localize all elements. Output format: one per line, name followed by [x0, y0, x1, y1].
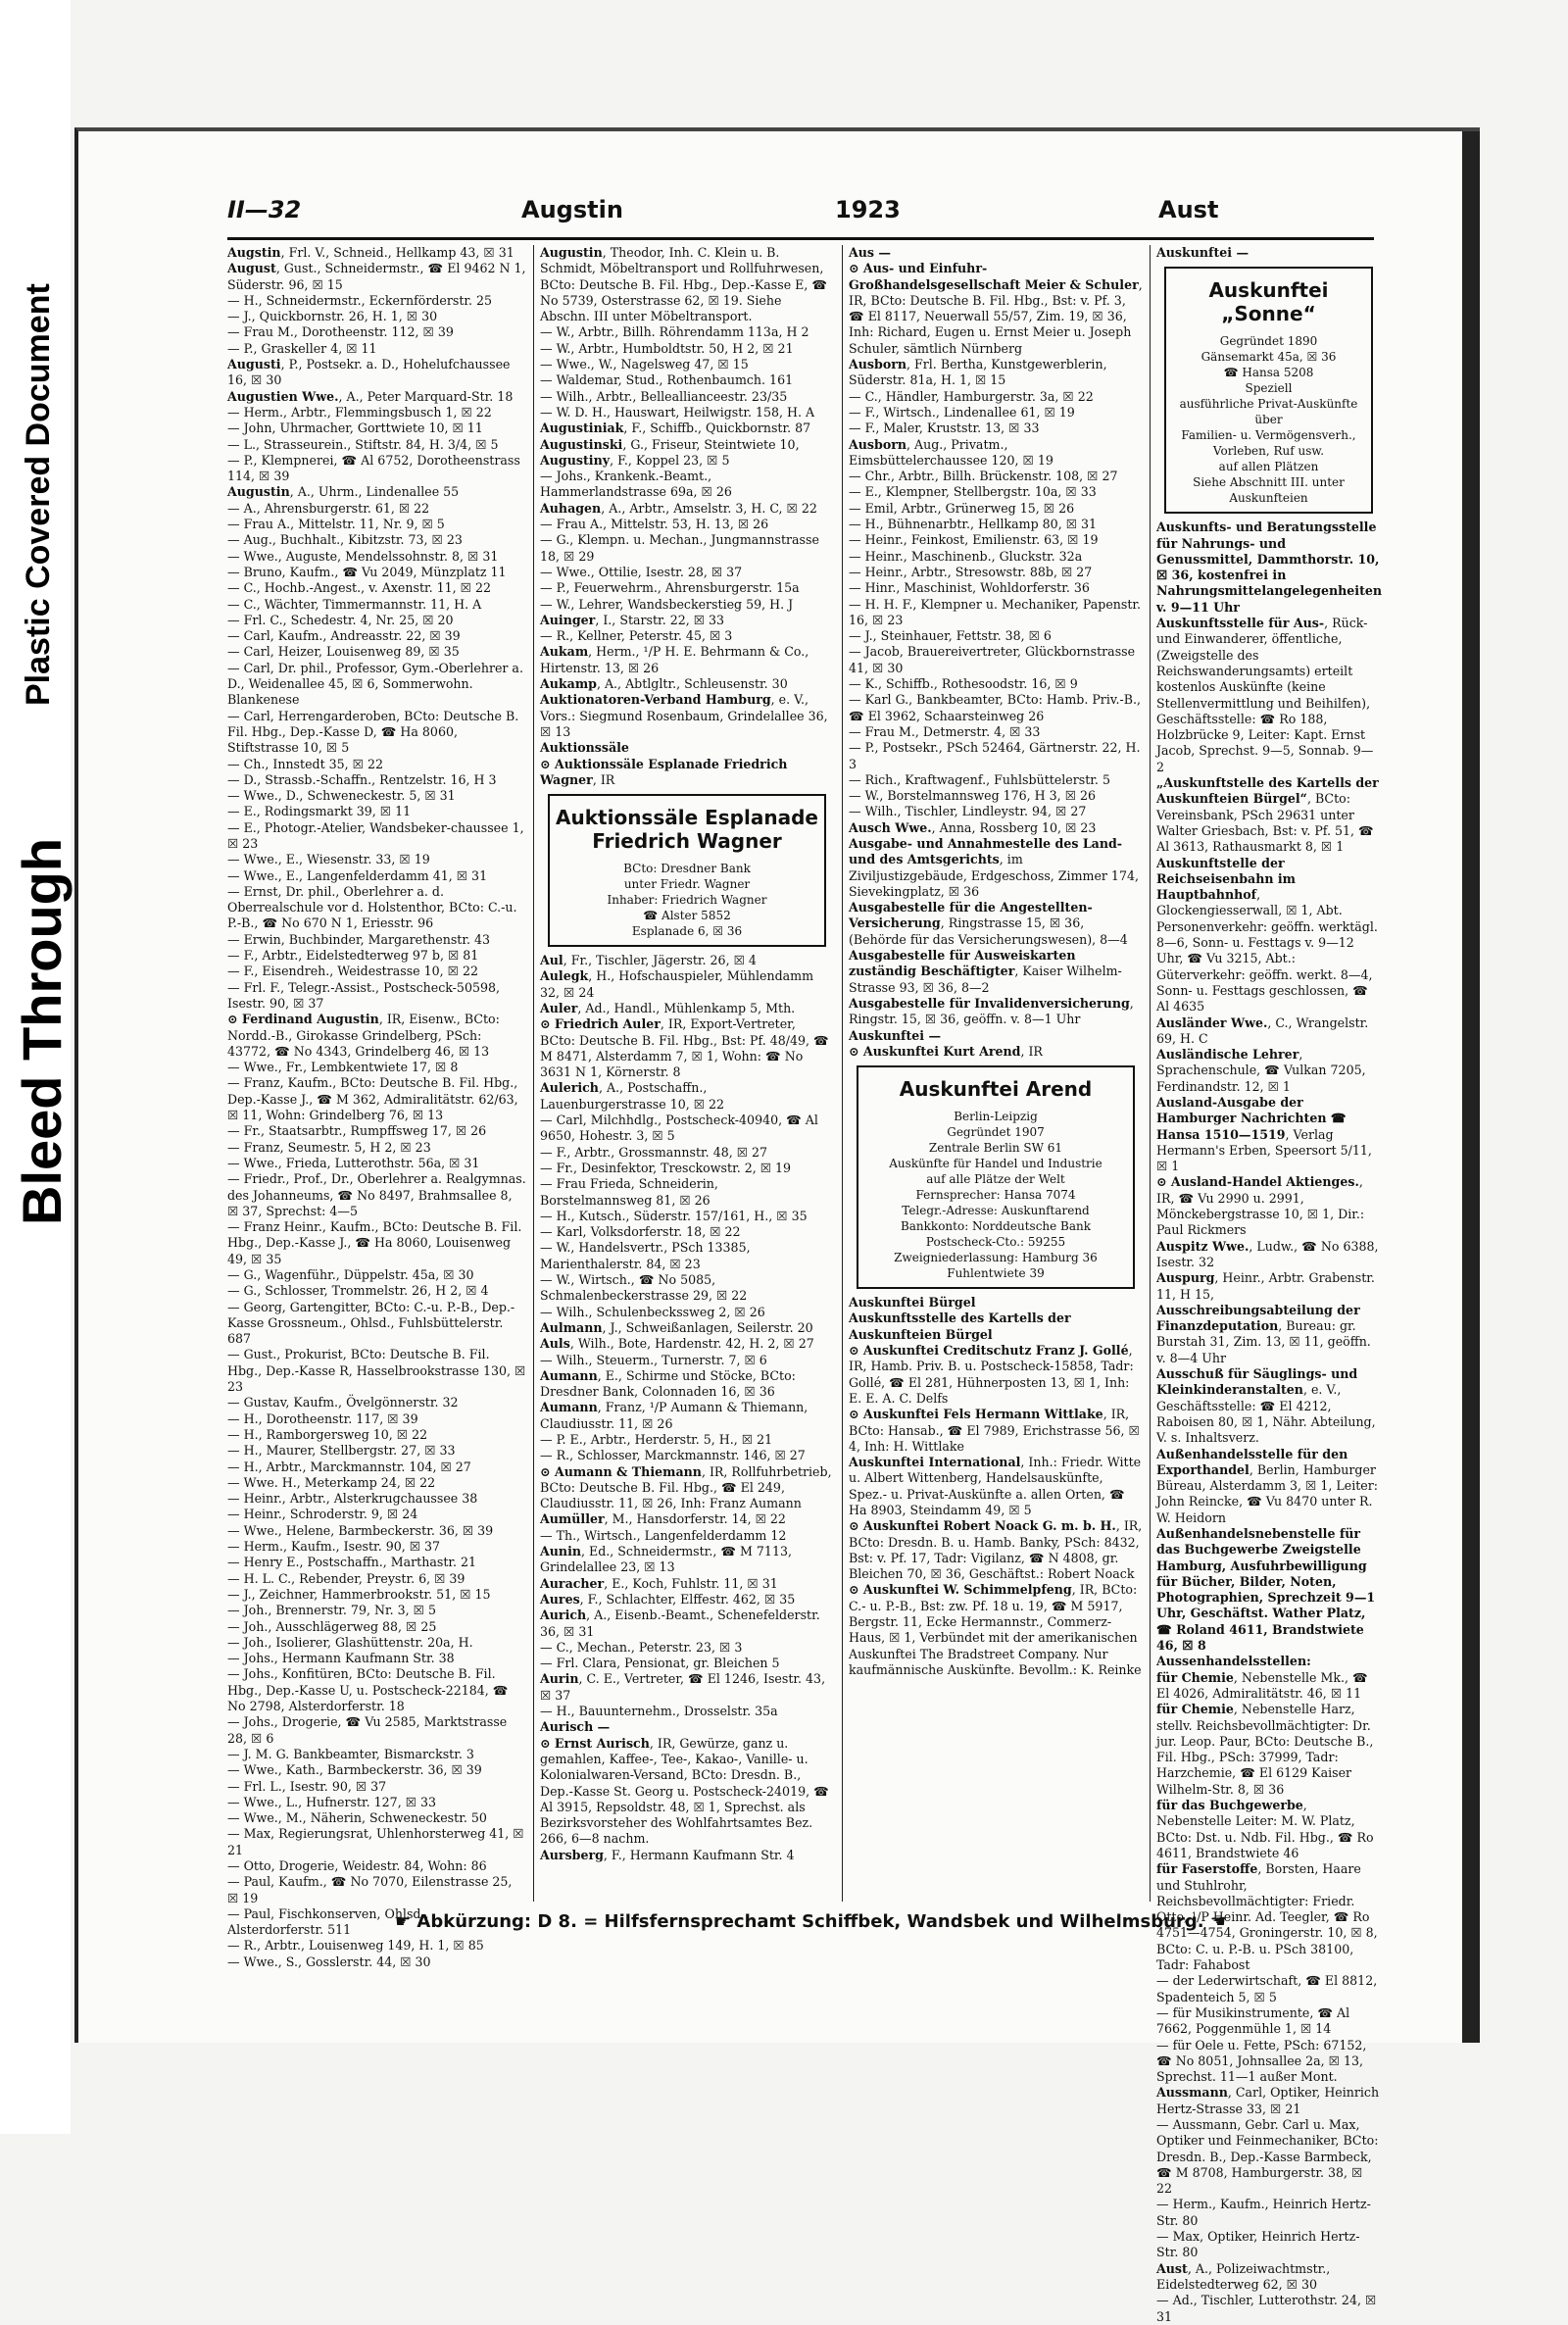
directory-entry: — G., Schlosser, Trommelstr. 26, H 2, ☒ 4	[227, 1283, 489, 1299]
advert-line: Telegr.-Adresse: Auskunftarend	[902, 1204, 1090, 1218]
directory-entry: — G., Wagenführ., Düppelstr. 45a, ☒ 30	[227, 1267, 474, 1282]
directory-entry: — C., Mechan., Peterstr. 23, ☒ 3	[540, 1639, 743, 1655]
directory-entry: — Wwe., S., Gosslerstr. 44, ☒ 30	[227, 1954, 431, 1969]
directory-entry: — Herm., Arbtr., Flemmingsbusch 1, ☒ 22	[227, 404, 492, 420]
directory-entry: — Franz Heinr., Kaufm., BCto: Deutsche B. Fil. Hbg., Dep.-Kasse J., ☎ Ha 8060, Louisenweg 49, ☒ 35	[227, 1219, 522, 1266]
directory-entry: — F., Maler, Kruststr. 13, ☒ 33	[849, 420, 1040, 436]
directory-entry: — R., Kellner, Peterstr. 45, ☒ 3	[540, 628, 733, 644]
directory-entry: — Heinr., Feinkost, Emilienstr. 63, ☒ 19	[849, 532, 1099, 548]
directory-entry: — Carl, Herrengarderoben, BCto: Deutsche B. Fil. Hbg., Dep.-Kasse D, ☎ Ha 8060, Stiftstrasse 10, ☒ 5	[227, 708, 519, 756]
advert-line: Gegründet 1907	[947, 1125, 1045, 1140]
directory-entry: — Erwin, Buchbinder, Margarethenstr. 43	[227, 931, 491, 947]
directory-entry: Aumüller, M., Hansdorferstr. 14, ☒ 22	[540, 1511, 786, 1527]
directory-entry: Auskunfts- und Beratungsstelle für Nahrungs- und Genussmittel, Dammthorstr. 10, ☒ 36, kostenfrei in Nahrungsmittelangelegenheiten v. 9—11 Uhr	[1156, 519, 1383, 615]
advert-title: Auskunftei Arend	[899, 1077, 1093, 1102]
directory-entry: — Paul, Kaufm., ☎ No 7070, Eilenstrasse 25, ☒ 19	[227, 1874, 513, 1905]
advert-line: Fuhlentwiete 39	[947, 1266, 1045, 1281]
advert-line: Auskunfteien	[1229, 491, 1308, 506]
directory-entry: Ausch Wwe., Anna, Rossberg 10, ☒ 23	[849, 819, 1097, 835]
directory-entry: Auskunftei Bürgel	[849, 1295, 976, 1311]
directory-entry: für das Buchgewerbe, Nebenstelle Leiter: M. W. Platz, BCto: Dst. u. Ndb. Fil. Hbg., ☎ Ro 4611, Brandstwiete 46	[1156, 1798, 1374, 1860]
directory-entry: — W., Lehrer, Wandsbeckerstieg 59, H. J	[540, 596, 794, 612]
directory-entry: Augustin, Theodor, Inh. C. Klein u. B. Schmidt, Möbeltransport und Rollfuhrwesen, BCto: Deutsche B. Fil. Hbg., Dep.-Kasse E, ☎ No 5739, Osterstrasse 62, ☒ 19. Siehe Abschn. III unter Möbeltransport.	[540, 245, 828, 324]
directory-entry: ⊙ Auktionssäle Esplanade Friedrich Wagner, IR	[540, 756, 788, 787]
directory-entry: Außenhandelsstelle für den Exporthandel, Berlin, Hamburger Büreau, Alsterdamm 3, ☒ 1, Leiter: John Reincke, ☎ Vu 8470 unter R. W. Heidorn	[1156, 1446, 1378, 1525]
directory-entry: Auktionssäle	[540, 740, 629, 756]
directory-entry: — Wwe., E., Langenfelderdamm 41, ☒ 31	[227, 867, 488, 883]
directory-entry: Ausborn, Frl. Bertha, Kunstgewerblerin, Süderstr. 81a, H. 1, ☒ 15	[849, 357, 1107, 388]
directory-entry: — Aug., Buchhalt., Kibitzstr. 73, ☒ 23	[227, 532, 463, 548]
bleed-through-label: Bleed Through	[11, 837, 73, 1225]
directory-entry: Auskunftsstelle des Kartells der Auskunfteien Bürgel	[849, 1311, 1071, 1342]
directory-entry: Augustiny, F., Koppel 23, ☒ 5	[540, 452, 730, 468]
directory-entry: — H., Ramborgersweg 10, ☒ 22	[227, 1426, 428, 1442]
directory-entry: — W., Wirtsch., ☎ No 5085, Schmalenbeckerstrasse 29, ☒ 22	[540, 1272, 748, 1304]
directory-entry: Ausschreibungsabteilung der Finanzdeputation, Bureau: gr. Burstah 31, Zim. 13, ☒ 11, geöffn. v. 8—4 Uhr	[1156, 1302, 1371, 1365]
advert-line: Speziell	[1245, 381, 1293, 396]
directory-entry: Auskunftei —	[849, 1027, 942, 1043]
directory-entry: ⊙ Aumann & Thiemann, IR, Rollfuhrbetrieb, BCto: Deutsche B. Fil. Hbg., ☎ El 249, Claudiusstr. 11, ☒ 26, Inh: Franz Aumann	[540, 1463, 832, 1511]
directory-entry: — Karl G., Bankbeamter, BCto: Hamb. Priv.-B., ☎ El 3962, Schaarsteinweg 26	[849, 692, 1141, 723]
directory-entry: — Joh., Brennerstr. 79, Nr. 3, ☒ 5	[227, 1603, 436, 1618]
directory-entry: Aursberg, F., Hermann Kaufmann Str. 4	[540, 1847, 795, 1862]
directory-entry: — W. D. H., Hauswart, Heilwigstr. 158, H. A	[540, 404, 815, 420]
directory-entry: — Wwe., W., Nagelsweg 47, ☒ 15	[540, 357, 749, 372]
directory-entry: ⊙ Friedrich Auler, IR, Export-Vertreter, BCto: Deutsche B. Fil. Hbg., Bst: Pf. 48/49, ☎ M 8471, Alsterdamm 7, ☒ 1, Wohn: ☎ No 3631 N 1, Körnerstr. 8	[540, 1016, 829, 1080]
directory-entry: Ausländer Wwe., C., Wrangelstr. 69, H. C	[1156, 1014, 1369, 1046]
directory-entry: Auinger, I., Starstr. 22, ☒ 33	[540, 612, 725, 627]
directory-entry: Auhagen, A., Arbtr., Amselstr. 3, H. C, ☒ 22	[540, 500, 817, 516]
directory-entry: — Frl. Clara, Pensionat, gr. Bleichen 5	[540, 1656, 780, 1671]
directory-entry: Aust, A., Polizeiwachtmstr., Eidelstedterweg 62, ☒ 30	[1156, 2260, 1331, 2292]
advert-line: Siehe Abschnitt III. unter	[1193, 475, 1345, 490]
directory-entry: Augustiniak, F., Schiffb., Quickbornstr. 87	[540, 420, 811, 436]
directory-entry: Auskunftsstelle für Aus-, Rück- und Einwanderer, öffentliche, (Zweigstelle des Reichswanderungsamts) erteilt kostenlos Auskünfte (keine Stellenvermittlung und Beihilfen), Geschäftsstelle: ☎ Ro 188, Holzbrücke 9, Leiter: Kapt. Ernst Jacob, Sprechst. 9—5, Sonnab. 9—2	[1156, 616, 1374, 774]
directory-entry: — P. E., Arbtr., Herderstr. 5, H., ☒ 21	[540, 1432, 773, 1447]
directory-entry: — Henry E., Postschaffn., Marthastr. 21	[227, 1555, 477, 1570]
directory-entry: für Faserstoffe, Borsten, Haare und Stuhlrohr, Reichsbevollmächtigter: Friedr. Otto, ¹/P Heinr. Ad. Teegler, ☎ Ro 4751—4754, Groningerstr. 10, ☒ 8, BCto: C. u. P.-B. u. PSch 38100, Tadr: Fahabost	[1156, 1861, 1378, 1973]
directory-entry: — Herm., Kaufm., Heinrich Hertz-Str. 80	[1156, 2197, 1371, 2228]
directory-entry: ⊙ Auskunftei W. Schimmelpfeng, IR, BCto: C.- u. P.-B., Bst: zw. Pf. 18 u. 19, ☎ M 5917, Bergstr. 11, Ecke Hermannstr., Commerz-Haus, ☒ 1, Verbündet mit der amerikanischen Auskunftei The Bradstreet Company. Nur kaufmännische Auskünfte. Bevollm.: K. Reinke	[849, 1582, 1142, 1677]
directory-entry: — Frl. F., Telegr.-Assist., Postscheck-50598, Isestr. 90, ☒ 37	[227, 979, 501, 1011]
directory-entry: — J. M. G. Bankbeamter, Bismarckstr. 3	[227, 1746, 474, 1761]
directory-entry: — Franz, Seumestr. 5, H 2, ☒ 23	[227, 1139, 431, 1155]
directory-entry: — Joh., Isolierer, Glashüttenstr. 20a, H.	[227, 1634, 473, 1650]
advert-line: Zweigniederlassung: Hamburg 36	[894, 1251, 1098, 1265]
directory-entry: — Chr., Arbtr., Billh. Brückenstr. 108, ☒ 27	[849, 469, 1118, 484]
advert-box-arend	[857, 1065, 1135, 1289]
directory-entry: Aukam, Herm., ¹/P H. E. Behrmann & Co., Hirtenstr. 13, ☒ 26	[540, 644, 809, 675]
directory-entry: Auktionatoren-Verband Hamburg, e. V., Vors.: Siegmund Rosenbaum, Grindelallee 36, ☒ 13	[540, 692, 828, 739]
directory-entry: Auspurg, Heinr., Arbtr. Grabenstr. 11, H 15,	[1156, 1270, 1375, 1302]
directory-entry: — Heinr., Schroderstr. 9, ☒ 24	[227, 1507, 418, 1522]
page-edge-shadow	[1462, 131, 1480, 2043]
directory-entry: — Th., Wirtsch., Langenfelderdamm 12	[540, 1527, 787, 1543]
directory-entry: — Wwe., M., Näherin, Schweneckestr. 50	[227, 1810, 487, 1826]
directory-entry: — W., Borstelmannsweg 176, H 3, ☒ 26	[849, 788, 1097, 804]
directory-entry: — G., Klempn. u. Mechan., Jungmannstrasse 18, ☒ 29	[540, 532, 819, 564]
directory-entry: — R., Arbtr., Louisenweg 149, H. 1, ☒ 85	[227, 1938, 484, 1954]
directory-entry: — Wilh., Schulenbeckssweg 2, ☒ 26	[540, 1304, 765, 1319]
directory-entry: — F., Eisendreh., Weidestrasse 10, ☒ 22	[227, 964, 478, 979]
directory-entry: Ausgabestelle für Ausweiskarten zuständig Beschäftigter, Kaiser Wilhelm-Strasse 93, ☒ 36, 8—2	[849, 948, 1122, 995]
directory-entry: ⊙ Ferdinand Augustin, IR, Eisenw., BCto: Nordd.-B., Girokasse Grindelberg, PSch: 43772, ☎ No 4343, Grindelberg 46, ☒ 13	[227, 1012, 500, 1059]
directory-entry: Ausgabe- und Annahmestelle des Land- und des Amtsgerichts, im Ziviljustizgebäude, Erdgeschoss, Zimmer 174, Sievekingplatz, ☒ 36	[849, 835, 1139, 899]
directory-entry: — Ernst, Dr. phil., Oberlehrer a. d. Oberrealschule vor d. Holstenthor, BCto: C.-u. P.-B., ☎ No 670 N 1, Eriesstr. 96	[227, 883, 517, 931]
advert-title: Auktionssäle Esplanade Friedrich Wagner	[556, 806, 818, 854]
advert-line: BCto: Dresdner Bank	[623, 862, 751, 876]
directory-entry: — H., Bauunternehm., Drosselstr. 35a	[540, 1704, 778, 1719]
directory-entry: Aus —	[849, 245, 891, 260]
advert-line: ausführliche Privat-Auskünfte	[1179, 397, 1358, 412]
directory-entry: — Wwe., Ottilie, Isestr. 28, ☒ 37	[540, 564, 743, 579]
advert-title: Auskunftei „Sonne“	[1208, 278, 1329, 326]
advert-line: unter Friedr. Wagner	[623, 877, 751, 892]
directory-entry: — K., Schiffb., Rothesoodstr. 16, ☒ 9	[849, 676, 1078, 692]
advert-line: Berlin-Leipzig	[954, 1110, 1038, 1124]
advert-line: Zentrale Berlin SW 61	[928, 1141, 1063, 1156]
page-number: II—32	[227, 196, 302, 223]
directory-entry: ⊙ Auskunftei Fels Hermann Wittlake, IR, BCto: Hansab., ☎ El 7989, Erichstrasse 56, ☒ 4, Inh: H. Wittlake	[849, 1407, 1140, 1454]
directory-entry: — Ad., Tischler, Lutterothstr. 24, ☒ 31	[1156, 2293, 1377, 2324]
directory-entry: Aumann, Franz, ¹/P Aumann & Thiemann, Claudiusstr. 11, ☒ 26	[540, 1400, 808, 1431]
advert-line: über	[1254, 413, 1283, 427]
directory-entry: Augusti, P., Postsekr. a. D., Hohelufchaussee 16, ☒ 30	[227, 357, 511, 388]
directory-entry: Augustinski, G., Friseur, Steintwiete 10,	[540, 436, 800, 452]
directory-entry: — für Musikinstrumente, ☎ Al 7662, Poggenmühle 1, ☒ 14	[1156, 2004, 1350, 2037]
directory-entry: — F., Arbtr., Grossmannstr. 48, ☒ 27	[540, 1144, 768, 1160]
header-first-name: Augstin	[521, 196, 623, 223]
directory-entry: Aurisch —	[540, 1719, 611, 1735]
directory-entry: — Joh., Ausschlägerweg 88, ☒ 25	[227, 1618, 437, 1634]
page-header	[227, 186, 1374, 240]
advert-line: Gänsemarkt 45a, ☒ 36	[1200, 350, 1337, 365]
directory-entry: — E., Rodingsmarkt 39, ☒ 11	[227, 804, 412, 819]
directory-entry: — Heinr., Arbtr., Stresowstr. 88b, ☒ 27	[849, 564, 1093, 579]
directory-entry: Auspitz Wwe., Ludw., ☎ No 6388, Isestr. 32	[1156, 1238, 1379, 1269]
directory-entry: Auskunftei —	[1156, 245, 1250, 260]
directory-entry: — Franz, Kaufm., BCto: Deutsche B. Fil. Hbg., Dep.-Kasse J., ☎ M 362, Admiralitätstr. 62/63, ☒ 11, Wohn: Grindelberg 76, ☒ 13	[227, 1075, 518, 1123]
directory-entry: — L., Strasseurein., Stiftstr. 84, H. 3/4, ☒ 5	[227, 436, 499, 452]
directory-entry: — H. H. F., Klempner u. Mechaniker, Papenstr. 16, ☒ 23	[849, 596, 1142, 627]
directory-entry: — Wwe., D., Schweneckestr. 5, ☒ 31	[227, 788, 456, 804]
directory-entry: — F., Wirtsch., Lindenallee 61, ☒ 19	[849, 404, 1075, 420]
advert-box-sonne	[1164, 267, 1373, 514]
directory-entry: — Wwe., E., Wiesenstr. 33, ☒ 19	[227, 852, 430, 867]
directory-entry: — Frl. C., Schedestr. 4, Nr. 25, ☒ 20	[227, 612, 454, 627]
directory-entry: Aures, F., Schlachter, Elffestr. 462, ☒ 35	[540, 1591, 796, 1607]
directory-entry: — Frau M., Dorotheenstr. 112, ☒ 39	[227, 324, 454, 340]
directory-entry: — Bruno, Kaufm., ☎ Vu 2049, Münzplatz 11	[227, 564, 507, 579]
directory-entry: — Karl, Volksdorferstr. 18, ☒ 22	[540, 1224, 741, 1240]
directory-entry: — John, Uhrmacher, Gorttwiete 10, ☒ 11	[227, 420, 483, 436]
directory-entry: Aul, Fr., Tischler, Jägerstr. 26, ☒ 4	[540, 953, 757, 968]
directory-entry: ⊙ Aus- und Einfuhr-Großhandelsgesellschaft Meier & Schuler, IR, BCto: Deutsche B. Fil. Hbg., Bst: v. Pf. 3, ☎ El 8117, Neuerwall 55/57, Zim. 19, ☒ 36, Inh: Richard, Eugen u. Ernst Meier u. Joseph Schuler, sämtlich Nürnberg	[849, 261, 1143, 356]
directory-entry: Ausländische Lehrer, Sprachenschule, ☎ Vulkan 7205, Ferdinandstr. 12, ☒ 1	[1156, 1047, 1366, 1094]
directory-page	[149, 186, 1443, 2324]
directory-entry: Aurich, A., Eisenb.-Beamt., Schenefelderstr. 36, ☒ 31	[540, 1608, 820, 1639]
directory-entry: — C., Wächter, Timmermannstr. 11, H. A	[227, 596, 482, 612]
column-2	[533, 245, 834, 1902]
directory-entry: ⊙ Ernst Aurisch, IR, Gewürze, ganz u. gemahlen, Kaffee-, Tee-, Kakao-, Vanille- u. Kolonialwaren-Versand, BCto: Dresdn. B., Dep.-Kasse St. Georg u. Postscheck-24019, ☎ Al 3915, Repsoldstr. 48, ☒ 1, Sprechst. als Bezirksvorsteher des Wohlfahrtsamtes Bez. 266, 6—8 nachm.	[540, 1735, 829, 1847]
directory-entry: — Frau A., Mittelstr. 11, Nr. 9, ☒ 5	[227, 517, 445, 532]
directory-entry: — Frau A., Mittelstr. 53, H. 13, ☒ 26	[540, 517, 769, 532]
directory-entry: — H., Kutsch., Süderstr. 157/161, H., ☒ 35	[540, 1208, 808, 1223]
advert-line: Postscheck-Cto.: 59255	[925, 1235, 1066, 1250]
directory-entry: Aukamp, A., Abtlgltr., Schleusenstr. 30	[540, 676, 788, 692]
directory-entry: — Johs., Drogerie, ☎ Vu 2585, Marktstrasse 28, ☒ 6	[227, 1714, 508, 1746]
directory-entry: — Aussmann, Gebr. Carl u. Max, Optiker und Feinmechaniker, BCto: Dresdn. B., Dep.-Kasse Barmbeck, ☎ M 8708, Hamburgerstr. 38, ☒ 22	[1156, 2116, 1379, 2197]
advert-line: ☎ Alster 5852	[643, 909, 731, 923]
directory-entry: Ausschuß für Säuglings- und Kleinkinderanstalten, e. V., Geschäftsstelle: ☎ El 4212, Raboisen 80, ☒ 1, Nähr. Abteilung, V. s. Inhaltsverz.	[1156, 1366, 1376, 1446]
directory-entry: — C., Hochb.-Angest., v. Axenstr. 11, ☒ 22	[227, 580, 491, 596]
directory-entry: — Gust., Prokurist, BCto: Deutsche B. Fil. Hbg., Dep.-Kasse R, Hasselbrookstrasse 130, ☒ 23	[227, 1347, 526, 1395]
directory-entry: Ausland-Ausgabe der Hamburger Nachrichten ☎ Hansa 1510—1519, Verlag Hermann's Erben, Speersort 5/11, ☒ 1	[1156, 1094, 1372, 1174]
directory-entry: — für Oele u. Fette, PSch: 67152, ☎ No 8051, Johnsallee 2a, ☒ 13, Sprechst. 11—1 außer Mont.	[1156, 2037, 1367, 2085]
directory-entry: — Wilh., Arbtr., Belleallianceestr. 23/35	[540, 388, 788, 404]
directory-entry: Aulerich, A., Postschaffn., Lauenburgerstrasse 10, ☒ 22	[540, 1080, 725, 1112]
directory-entry: — E., Klempner, Stellbergstr. 10a, ☒ 33	[849, 484, 1097, 500]
directory-entry: Aurin, C. E., Vertreter, ☎ El 1246, Isestr. 43, ☒ 37	[540, 1671, 826, 1703]
directory-entry: Auracher, E., Koch, Fuhlstr. 11, ☒ 31	[540, 1575, 778, 1591]
directory-entry: ⊙ Auskunftei Robert Noack G. m. b. H., IR, BCto: Dresdn. B. u. Hamb. Banky, PSch: 8432, Bst: v. Pf. 17, Tadr: Vigilanz, ☎ N 4808, gr. Bleichen 70, ☒ 36, Geschäftst.: Robert Noack	[849, 1518, 1143, 1582]
advert-line: ☎ Hansa 5208	[1223, 366, 1314, 380]
directory-entry: — Frau Frieda, Schneiderin, Borstelmannsweg 81, ☒ 26	[540, 1176, 718, 1208]
directory-entry: — Max, Optiker, Heinrich Hertz-Str. 80	[1156, 2229, 1360, 2260]
directory-entry: — H., Arbtr., Marckmannstr. 104, ☒ 27	[227, 1459, 471, 1474]
plastic-covered-label: Plastic Covered Document	[20, 283, 57, 706]
column-3	[842, 245, 1143, 1902]
directory-entry: — Ch., Innstedt 35, ☒ 22	[227, 756, 384, 771]
directory-entry: Auls, Wilh., Bote, Hardenstr. 42, H. 2, ☒ 27	[540, 1336, 814, 1352]
directory-entry: — Frl. L., Isestr. 90, ☒ 37	[227, 1778, 387, 1794]
directory-entry: Aulmann, J., Schweißanlagen, Seilerstr. 20	[540, 1319, 813, 1335]
advert-line: Auskünfte für Handel und Industrie	[889, 1157, 1102, 1171]
directory-entry: — D., Strassb.-Schaffn., Rentzelstr. 16, H 3	[227, 771, 497, 787]
directory-entry: für Chemie, Nebenstelle Harz, stellv. Reichsbevollmächtigter: Dr. jur. Leop. Paur, BCto: Deutsche B., Fil. Hbg., PSch: 37999, Tadr: Harzchemie, ☎ El 6129 Kaiser Wilhelm-Str. 8, ☒ 36	[1156, 1702, 1374, 1797]
directory-entry: — Carl, Dr. phil., Professor, Gym.-Oberlehrer a. D., Weidenallee 45, ☒ 6, Sommerwohn. Blankenese	[227, 660, 523, 708]
directory-entry: — Max, Regierungsrat, Uhlenhorsterweg 41, ☒ 21	[227, 1826, 524, 1857]
directory-entry: — J., Steinhauer, Fettstr. 38, ☒ 6	[849, 628, 1052, 644]
directory-entry: Aussenhandelsstellen:	[1156, 1654, 1311, 1669]
directory-entry: — R., Schlosser, Marckmannstr. 146, ☒ 27	[540, 1448, 806, 1463]
advert-line: Bankkonto: Norddeutsche Bank	[900, 1219, 1092, 1234]
directory-entry: — Gustav, Kaufm., Övelgönnerstr. 32	[227, 1395, 459, 1410]
directory-entry: — E., Photogr.-Atelier, Wandsbeker-chaussee 1, ☒ 23	[227, 819, 524, 851]
side-label-panel	[0, 0, 71, 2134]
directory-entry: — Wwe., Fr., Lembkentwiete 17, ☒ 8	[227, 1060, 459, 1075]
directory-entry: — der Lederwirtschaft, ☎ El 8812, Spadenteich 5, ☒ 5	[1156, 1973, 1378, 2004]
directory-entry: Aumann, E., Schirme und Stöcke, BCto: Dresdner Bank, Colonnaden 16, ☒ 36	[540, 1367, 796, 1400]
directory-entry: — Wwe., Auguste, Mendelssohnstr. 8, ☒ 31	[227, 548, 499, 564]
directory-entry: — J., Zeichner, Hammerbrookstr. 51, ☒ 15	[227, 1586, 491, 1602]
directory-entry: — Rich., Kraftwagenf., Fuhlsbüttelerstr. 5	[849, 771, 1110, 787]
directory-entry: — Heinr., Maschinenb., Gluckstr. 32a	[849, 548, 1083, 564]
directory-entry: Aussmann, Carl, Optiker, Heinrich Hertz-Strasse 33, ☒ 21	[1156, 2085, 1380, 2116]
advert-line: Familien- u. Vermögensverh.,	[1181, 428, 1356, 443]
directory-entry: Aunin, Ed., Schneidermstr., ☎ M 7113, Grindelallee 23, ☒ 13	[540, 1544, 792, 1575]
directory-entry: Augustien Wwe., A., Peter Marquard-Str. 18	[227, 388, 514, 404]
directory-entry: — C., Händler, Hamburgerstr. 3a, ☒ 22	[849, 388, 1094, 404]
directory-entry: Ausgabestelle für die Angestellten-Versicherung, Ringstrasse 15, ☒ 36, (Behörde für das Versicherungswesen), 8—4	[849, 900, 1128, 947]
directory-entry: — H., Dorotheenstr. 117, ☒ 39	[227, 1410, 418, 1426]
directory-entry: — Wwe., Kath., Barmbeckerstr. 36, ☒ 39	[227, 1762, 482, 1778]
footer-abbreviation: ☛ Abkürzung: D 8. = Hilfsfernsprechamt Schiffbek, Wandsbek und Wilhelmsburg. ☚	[395, 1911, 1226, 1932]
advert-line: auf alle Plätze der Welt	[926, 1172, 1065, 1187]
advert-line: Inhaber: Friedrich Wagner	[607, 893, 767, 908]
directory-entry: Auler, Ad., Handl., Mühlenkamp 5, Mth.	[540, 1000, 796, 1015]
directory-entry: — Carl, Milchhdlg., Postscheck-40940, ☎ Al 9650, Hohestr. 3, ☒ 5	[540, 1113, 818, 1144]
directory-entry: Augustin, A., Uhrm., Lindenallee 55	[227, 484, 460, 500]
directory-entry: für Chemie, Nebenstelle Mk., ☎ El 4026, Admiralitätstr. 46, ☒ 11	[1156, 1669, 1368, 1701]
directory-entry: „Auskunftstelle des Kartells der Auskunfteien Bürgel“, BCto: Vereinsbank, PSch 29631 unter Walter Griesbach, Bst: v. Pf. 51, ☎ Al 3613, Rathausmarkt 8, ☒ 1	[1156, 775, 1379, 855]
directory-entry: — Fr., Staatsarbtr., Rumpffsweg 17, ☒ 26	[227, 1123, 487, 1139]
directory-entry: — Wwe., Frieda, Lutterothstr. 56a, ☒ 31	[227, 1155, 480, 1170]
directory-entry: — Wwe. H., Meterkamp 24, ☒ 22	[227, 1474, 436, 1490]
column-1	[227, 245, 526, 1969]
directory-entry: — W., Arbtr., Billh. Röhrendamm 113a, H 2	[540, 324, 809, 340]
directory-entry: — Johs., Krankenk.-Beamt., Hammerlandstrasse 69a, ☒ 26	[540, 469, 732, 500]
advert-line: auf allen Plätzen	[1218, 460, 1319, 474]
directory-entry: Auskunftstelle der Reichseisenbahn im Hauptbahnhof, Glockengiesserwall, ☒ 1, Abt. Personenverkehr: geöffn. werktägl. 8—6, Sonn- u. Festtags v. 9—12 Uhr, ☎ Vu 3215, Abt.: Güterverkehr: geöffn. werkt. 8—4, Sonn- u. Festtags geschlossen, ☎ Al 4635	[1156, 855, 1378, 1014]
directory-entry: — Wilh., Steuerm., Turnerstr. 7, ☒ 6	[540, 1352, 767, 1367]
directory-entry: — Waldemar, Stud., Rothenbaumch. 161	[540, 372, 794, 388]
directory-entry: — H., Schneidermstr., Eckernförderstr. 25	[227, 292, 493, 308]
directory-entry: — Heinr., Arbtr., Alsterkrugchaussee 38	[227, 1491, 478, 1507]
directory-entry: — Emil, Arbtr., Grünerweg 15, ☒ 26	[849, 500, 1075, 516]
directory-entry: — Frau M., Detmerstr. 4, ☒ 33	[849, 723, 1041, 739]
directory-entry: Auskunftei International, Inh.: Friedr. Witte u. Albert Wittenberg, Handelsauskünfte, Spez.- u. Privat-Auskünfte a. allen Orten, ☎ Ha 8903, Steindamm 49, ☒ 5	[849, 1455, 1142, 1517]
column-4	[1150, 245, 1383, 2324]
directory-entry: — P., Klempnerei, ☎ Al 6752, Dorotheenstrass 114, ☒ 39	[227, 452, 520, 484]
advert-line: Gegründet 1890	[1219, 334, 1318, 349]
directory-entry: — J., Quickbornstr. 26, H. 1, ☒ 30	[227, 309, 438, 324]
directory-entry: Augstin, Frl. V., Schneid., Hellkamp 43, ☒ 31	[227, 245, 514, 260]
directory-entry: ⊙ Ausland-Handel Aktienges., IR, ☎ Vu 2990 u. 2991, Mönckebergstrasse 10, ☒ 1, Dir.: Paul Rickmers	[1156, 1174, 1365, 1238]
advert-box-wagner	[548, 794, 826, 947]
directory-entry: — W., Arbtr., Humboldtstr. 50, H 2, ☒ 21	[540, 340, 794, 356]
directory-entry: — Otto, Drogerie, Weidestr. 84, Wohn: 86	[227, 1857, 487, 1873]
header-last-name: Aust	[1158, 196, 1219, 223]
directory-entry: ⊙ Auskunftei Creditschutz Franz J. Gollé, IR, Hamb. Priv. B. u. Postscheck-15858, Tadr: Gollé, ☎ El 281, Hühnerposten 13, ☒ 1, Inh: E. E. A. C. Delfs	[849, 1343, 1134, 1406]
advert-line: Vorleben, Ruf usw.	[1212, 444, 1325, 459]
directory-entry: — F., Arbtr., Eidelstedterweg 97 b, ☒ 81	[227, 948, 479, 964]
directory-entry: — P., Feuerwehrm., Ahrensburgerstr. 15a	[540, 580, 800, 596]
directory-entry: — Carl, Kaufm., Andreasstr. 22, ☒ 39	[227, 628, 461, 644]
directory-entry: — Georg, Gartengitter, BCto: C.-u. P.-B., Dep.-Kasse Grossneum., Ohlsd., Fuhlsbüttelerstr. 687	[227, 1299, 515, 1347]
directory-entry: Aulegk, H., Hofschauspieler, Mühlendamm 32, ☒ 24	[540, 968, 814, 1000]
directory-entry: — Johs., Konfitüren, BCto: Deutsche B. Fil. Hbg., Dep.-Kasse U, u. Postscheck-22184, ☎ No 2798, Alsterdorferstr. 18	[227, 1666, 509, 1714]
directory-entry: — Carl, Heizer, Louisenweg 89, ☒ 35	[227, 644, 460, 660]
directory-entry: — H., Bühnenarbtr., Hellkamp 80, ☒ 31	[849, 517, 1098, 532]
directory-entry: ⊙ Auskunftei Kurt Arend, IR	[849, 1043, 1043, 1059]
directory-entry: — Herm., Kaufm., Isestr. 90, ☒ 37	[227, 1539, 441, 1555]
directory-entry: — Johs., Hermann Kaufmann Str. 38	[227, 1651, 455, 1666]
directory-entry: — W., Handelsvertr., PSch 13385, Marienthalerstr. 84, ☒ 23	[540, 1240, 751, 1271]
directory-entry: — Wwe., L., Hufnerstr. 127, ☒ 33	[227, 1794, 437, 1809]
header-year: 1923	[835, 196, 901, 223]
directory-entry: — Fr., Desinfektor, Tresckowstr. 2, ☒ 19	[540, 1160, 792, 1175]
advert-line: Fernsprecher: Hansa 7074	[915, 1188, 1076, 1203]
directory-entry: — Friedr., Prof., Dr., Oberlehrer a. Realgymnas. des Johanneums, ☎ No 8497, Brahmsallee 8, ☒ 37, Sprechst: 4—5	[227, 1171, 526, 1218]
directory-entry: Außenhandelsnebenstelle für das Buchgewerbe Zweigstelle Hamburg, Ausfuhrbewilligung für Bücher, Bilder, Noten, Photographien, Sprechzeit 9—1 Uhr, Geschäftst. Wather Platz, ☎ Roland 4611, Brandstwiete 46, ☒ 8	[1156, 1526, 1376, 1654]
directory-entry: Ausborn, Aug., Privatm., Eimsbüttelerchaussee 120, ☒ 19	[849, 436, 1054, 468]
directory-entry: — Paul, Fischkonserven, Ohlsd., Alsterdorferstr. 511	[227, 1905, 429, 1938]
directory-entry: Ausgabestelle für Invalidenversicherung, Ringstr. 15, ☒ 36, geöffn. v. 8—1 Uhr	[849, 995, 1134, 1027]
directory-entry: — A., Ahrensburgerstr. 61, ☒ 22	[227, 500, 430, 516]
directory-entry: — Wilh., Tischler, Lindleystr. 94, ☒ 27	[849, 804, 1087, 819]
directory-entry: August, Gust., Schneidermstr., ☎ El 9462 N 1, Süderstr. 96, ☒ 15	[227, 261, 526, 292]
directory-entry: — Jacob, Brauereivertreter, Glückbornstrasse 41, ☒ 30	[849, 644, 1136, 675]
directory-entry: — P., Graskeller 4, ☒ 11	[227, 340, 377, 356]
directory-entry: — P., Postsekr., PSch 52464, Gärtnerstr. 22, H. 3	[849, 740, 1141, 771]
directory-entry: — H. L. C., Rebender, Preystr. 6, ☒ 39	[227, 1570, 466, 1586]
directory-entry: — H., Maurer, Stellbergstr. 27, ☒ 33	[227, 1443, 456, 1459]
directory-entry: — Hinr., Maschinist, Wohldorferstr. 36	[849, 580, 1090, 596]
advert-line: Esplanade 6, ☒ 36	[631, 924, 743, 939]
directory-entry: — Wwe., Helene, Barmbeckerstr. 36, ☒ 39	[227, 1522, 494, 1538]
